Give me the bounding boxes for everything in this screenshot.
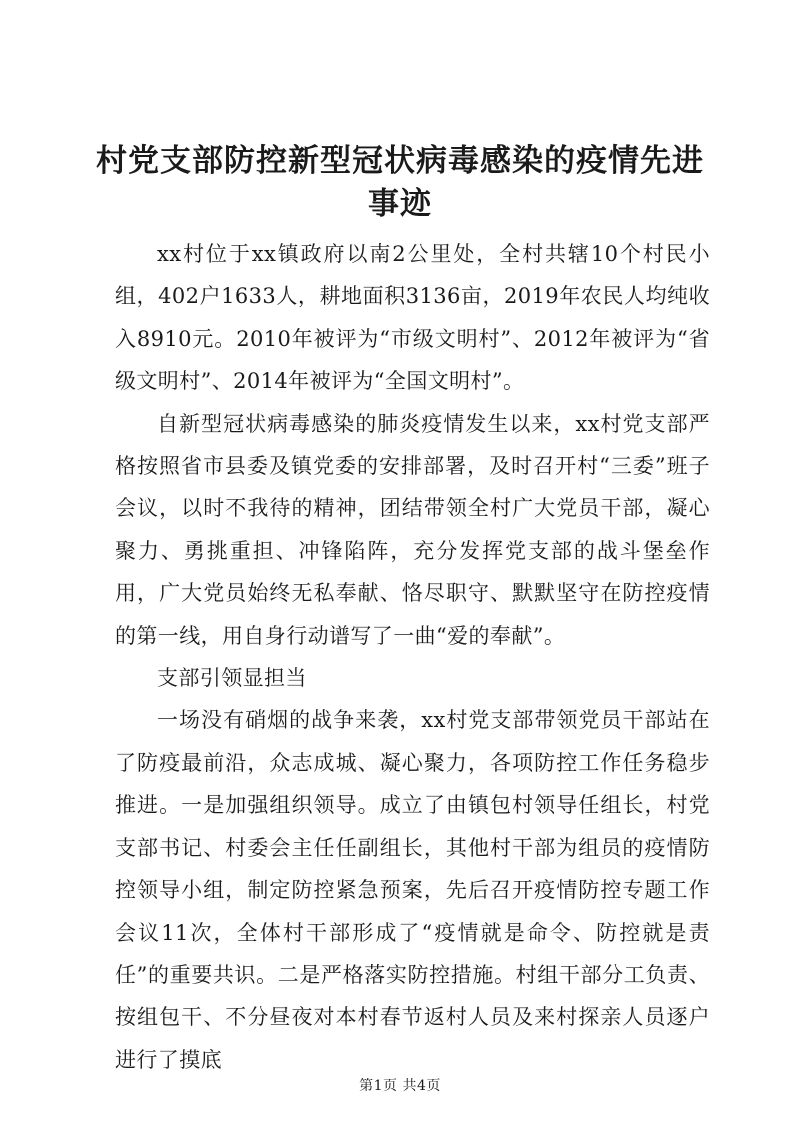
paragraph-village-intro: xx村位于xx镇政府以南2公里处，全村共辖10个村民小组，402户1633人，耕地面积3136亩，2019年农民人均纯收入8910元。2010年被评为“市级文明村”、2012年被评为“省级文明村”、2014年被评为“全国文明村”。 [115,242,710,394]
paragraph-epidemic-response: 自新型冠状病毒感染的肺炎疫情发生以来，xx村党支部严格按照省市县委及镇党委的安排部署，及时召开村“三委”班子会议，以时不我待的精神，团结带领全村广大党员干部，凝心聚力、勇挑重担、冲锋陷阵，充分发挥党支部的战斗堡垒作用，广大党员始终无私奉献、恪尽职守、默默坚守在防控疫情的第一线，用自身行动谱写了一曲“爱的奉献”。 [115,411,710,648]
document-body [115,233,710,1081]
page-number-footer: 第1页 共4页 [359,1078,441,1094]
document-title: 村党支部防控新型冠状病毒感染的疫情先进事迹 [96,143,704,222]
section-heading-branch-leadership: 支部引领显担当 [157,666,307,691]
paragraph-branch-actions: 一场没有硝烟的战争来袭，xx村党支部带领党员干部站在了防疫最前沿，众志成城、凝心聚力，各项防控工作任务稳步推进。一是加强组织领导。成立了由镇包村领导任组长，村党支部书记、村委会主任任副组长，其他村干部为组员的疫情防控领导小组，制定防控紧急预案，先后召开疫情防控专题工作会议11次，全体村干部形成了“疫情就是命令、防控就是责任”的重要共识。二是严格落实防控措施。村组干部分工负责、按组包干、不分昼夜对本村春节返村人员及来村探亲人员逐户进行了摸底 [115,708,710,1072]
